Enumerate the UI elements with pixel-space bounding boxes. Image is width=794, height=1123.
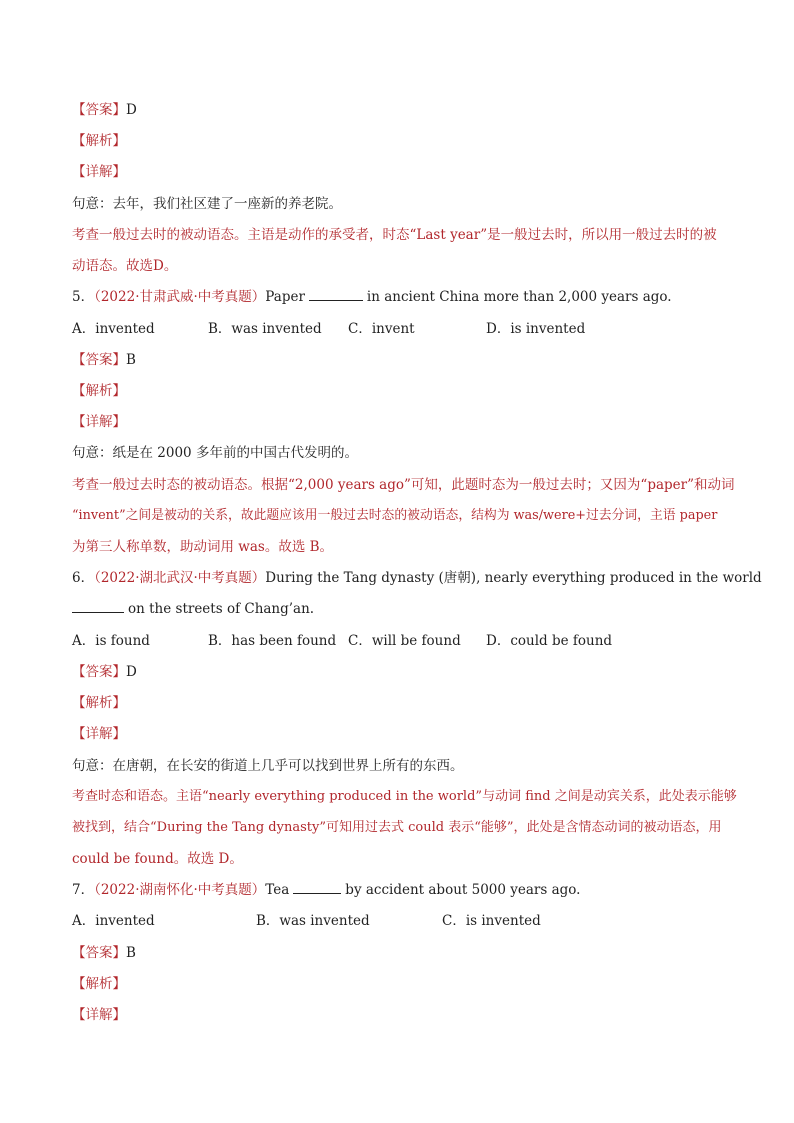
- answer-blank: [72, 600, 124, 613]
- explanation-q5-line3: 为第三人称单数，助动词用 was。故选 B。: [72, 539, 334, 555]
- option-d: D．is invented: [486, 321, 586, 337]
- answer-line-q5: 【答案】B: [72, 352, 136, 368]
- question-6-stem-line2: on the streets of Chang’an.: [72, 599, 314, 619]
- answer-line-q4: [72, 100, 137, 120]
- option-d: D．could be found: [486, 633, 613, 649]
- answer-value: D: [126, 102, 137, 118]
- question-source: （2022·湖北武汉·中考真题）: [94, 570, 266, 586]
- option-b: B．was invented: [256, 913, 370, 929]
- meaning-q5: 句意：纸是在 2000 多年前的中国古代发明的。: [72, 445, 358, 461]
- detail-label: 【详解】: [72, 1007, 126, 1023]
- analysis-label: 【解析】: [72, 695, 126, 711]
- option-c: C．will be found: [348, 633, 461, 649]
- option-a: A．invented: [72, 913, 155, 929]
- option-b: B．has been found: [208, 633, 337, 649]
- answer-blank: [293, 881, 341, 894]
- question-source: （2022·湖南怀化·中考真题）: [94, 882, 266, 898]
- question-source: （2022·甘肃武威·中考真题）: [94, 289, 266, 305]
- explanation-q5-line1: 考查一般过去时态的被动语态。根据“2,000 years ago”可知，此题时态为一般过去时；又因为“paper”和动词: [72, 477, 735, 493]
- question-5-stem: 5．（2022·甘肃武威·中考真题）Paper in ancient China more than 2,000 years ago.: [72, 289, 672, 305]
- option-a: A．is found: [72, 633, 150, 649]
- answer-line-q7: 【答案】B: [72, 945, 136, 961]
- answer-line-q6: 【答案】D: [72, 664, 137, 680]
- analysis-label: 【解析】: [72, 133, 126, 149]
- question-7-stem: 7．（2022·湖南怀化·中考真题）Tea by accident about 5000 years ago.: [72, 882, 581, 898]
- detail-label: 【详解】: [72, 164, 126, 180]
- option-c: C．invent: [348, 321, 415, 337]
- detail-label: 【详解】: [72, 414, 126, 430]
- explanation-q5-line2: “invent”之间是被动的关系，故此题应该用一般过去时态的被动语态，结构为 was/were+过去分词，主语 paper: [72, 508, 718, 523]
- option-c: C．is invented: [442, 913, 541, 929]
- meaning-q6: 句意：在唐朝，在长安的街道上几乎可以找到世界上所有的东西。: [72, 758, 464, 774]
- explanation-q6-line1: 考查时态和语态。主语“nearly everything produced in the world”与动词 find 之间是动宾关系，此处表示能够: [72, 789, 737, 804]
- analysis-label: 【解析】: [72, 383, 126, 399]
- question-6-stem-line1: 6．（2022·湖北武汉·中考真题）During the Tang dynasty (唐朝), nearly everything produced in the world: [72, 570, 762, 586]
- detail-label: 【详解】: [72, 726, 126, 742]
- option-a: A．invented: [72, 321, 155, 337]
- meaning-q4: 句意：去年，我们社区建了一座新的养老院。: [72, 196, 342, 212]
- answer-blank: [309, 288, 363, 301]
- explanation-q4-line2: 动语态。故选D。: [72, 258, 178, 274]
- analysis-label: 【解析】: [72, 976, 126, 992]
- answer-label: 【答案】: [72, 102, 126, 118]
- explanation-q4-line1: 考查一般过去时的被动语态。主语是动作的承受者，时态“Last year”是一般过去时，所以用一般过去时的被: [72, 227, 717, 243]
- explanation-q6-line3: could be found。故选 D。: [72, 851, 243, 867]
- option-b: B．was invented: [208, 321, 322, 337]
- explanation-q6-line2: 被找到，结合“During the Tang dynasty”可知用过去式 could 表示“能够”，此处是含情态动词的被动语态，用: [72, 820, 722, 835]
